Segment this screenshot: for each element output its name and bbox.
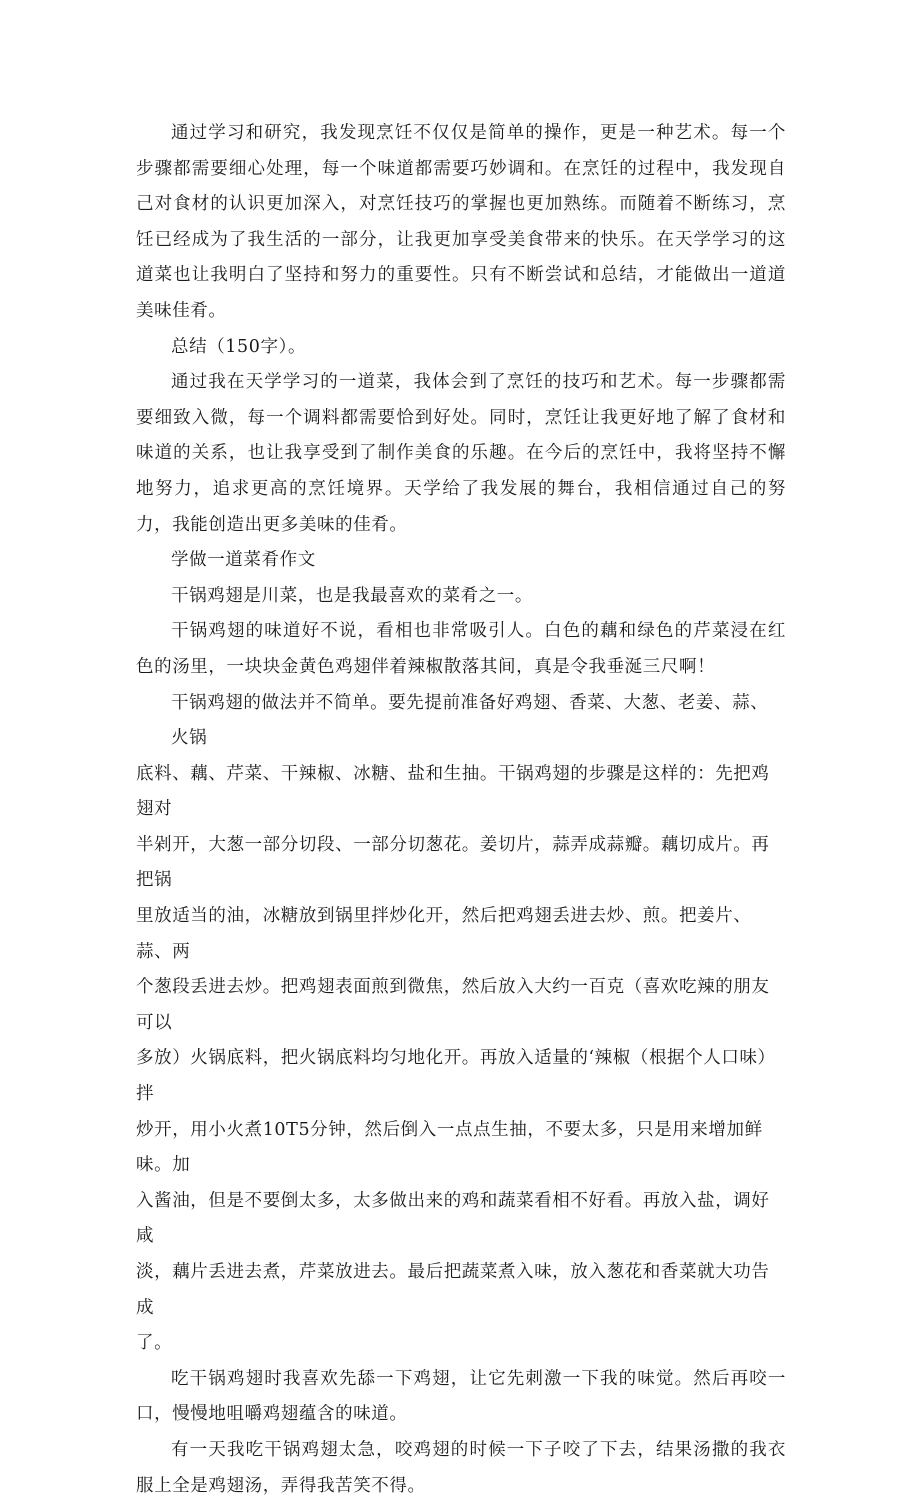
paragraph-recipe-steps <box>136 686 786 1362</box>
paragraph-intro: 干锅鸡翅是川菜，也是我最喜欢的菜肴之一。 <box>171 585 533 606</box>
recipe-line: 炒开，用小火煮10T5分钟，然后倒入一点点生抽，不要太多，只是用来增加鲜味。加 <box>136 1119 763 1176</box>
recipe-line: 干锅鸡翅的做法并不简单。要先提前准备好鸡翅、香菜、大葱、老姜、蒜、火锅 <box>171 692 769 749</box>
recipe-line: 底料、藕、芹菜、干辣椒、冰糖、盐和生抽。干锅鸡翅的步骤是这样的：先把鸡翅对 <box>136 763 770 820</box>
paragraph-summary: 通过我在天学学习的一道菜，我体会到了烹饪的技巧和艺术。每一步骤都需要细致入微，每一个调料都需要恰到好处。同时，烹饪让我更好地了解了食材和味道的关系，也让我享受到了制作美食的乐趣。在今后的烹饪中，我将坚持不懈地努力，追求更高的烹饪境界。天学给了我发展的舞台，我相信通过自己的努力，我能创造出更多美味的佳肴。 <box>136 372 786 535</box>
recipe-line: 了。 <box>136 1333 173 1354</box>
paragraph-eating: 吃干锅鸡翅时我喜欢先舔一下鸡翅，让它先刺激一下我的味觉。然后再咬一口，慢慢地咀嚼鸡翅蕴含的味道。 <box>136 1368 786 1425</box>
recipe-line: 淡，藕片丢进去煮，芹菜放进去。最后把蔬菜煮入味，放入葱花和香菜就大功告成 <box>136 1262 770 1318</box>
paragraph-anecdote: 有一天我吃干锅鸡翅太急，咬鸡翅的时候一下子咬了下去，结果汤撒的我衣服上全是鸡翅汤，弄得我苦笑不得。 <box>136 1439 786 1496</box>
paragraph-cooking-art: 通过学习和研究，我发现烹饪不仅仅是简单的操作，更是一种艺术。每一个步骤都需要细心处理，每一个味道都需要巧妙调和。在烹饪的过程中，我发现自己对食材的认识更加深入，对烹饪技巧的掌握也更加熟练。而随着不断练习，烹饪已经成为了我生活的一部分，让我更加享受美食带来的快乐。在天学学习的这道菜也让我明白了坚持和努力的重要性。只有不断尝试和总结，才能做出一道道美味佳肴。 <box>136 123 786 321</box>
recipe-line: 半剁开，大葱一部分切段、一部分切葱花。姜切片，蒜弄成蒜瓣。藕切成片。再把锅 <box>136 834 770 891</box>
recipe-line: 个葱段丢进去炒。把鸡翅表面煎到微焦，然后放入大约一百克（喜欢吃辣的朋友可以 <box>136 977 770 1033</box>
summary-heading: 总结（150字）。 <box>171 336 307 357</box>
paragraph-appearance: 干锅鸡翅的味道好不说，看相也非常吸引人。白色的藕和绿色的芹菜浸在红色的汤里，一块块金黄色鸡翅伴着辣椒散落其间，真是令我垂涎三尺啊！ <box>136 621 786 677</box>
recipe-line: 多放）火锅底料，把火锅底料均匀地化开。再放入适量的‘辣椒（根据个人口味）拌 <box>136 1048 776 1105</box>
document-body <box>136 116 786 1504</box>
recipe-line: 里放适当的油，冰糖放到锅里拌炒化开，然后把鸡翅丢进去炒、煎。把姜片、蒜、两 <box>136 906 752 962</box>
recipe-line: 入酱油，但是不要倒太多，太多做出来的鸡和蔬菜看相不好看。再放入盐，调好咸 <box>136 1190 770 1247</box>
essay-title: 学做一道菜肴作文 <box>171 550 316 571</box>
